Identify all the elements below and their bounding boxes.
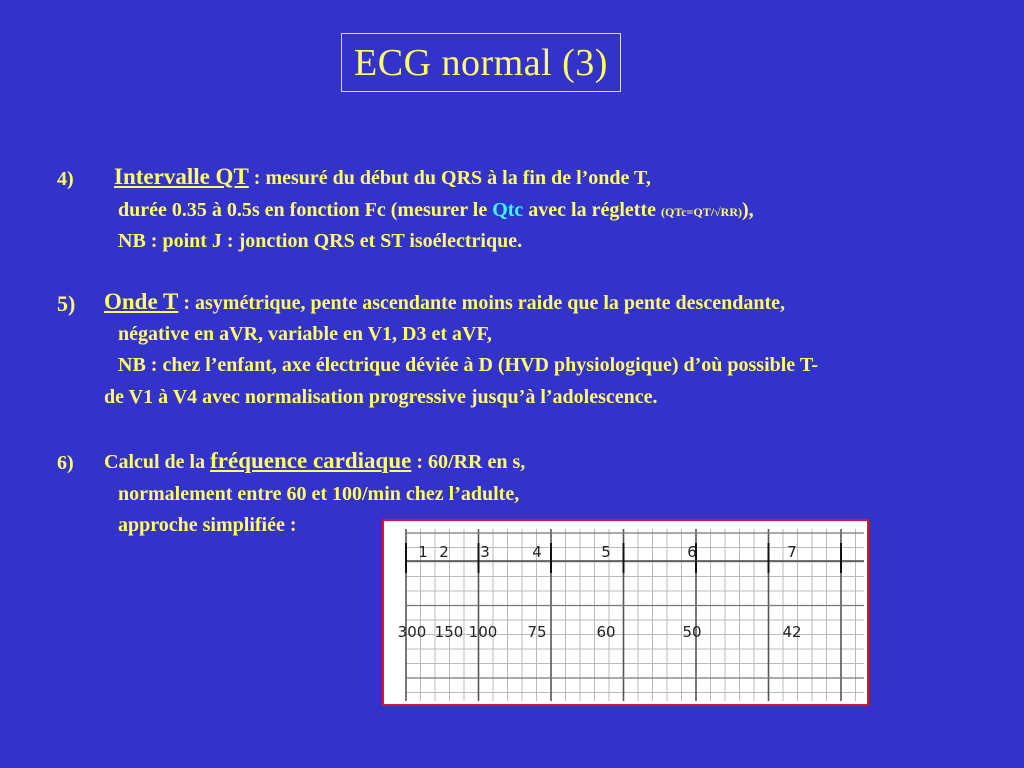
item6-line1-text: : 60/RR en s, xyxy=(411,451,526,473)
heart-rate-label: 50 xyxy=(682,623,702,641)
item4-line3: NB : point J : jonction QRS et ST isoélectrique. xyxy=(118,230,523,252)
item4-line1 xyxy=(114,164,651,190)
item4-line2-text-b: avec la réglette xyxy=(523,199,661,221)
heart-rate-label: 60 xyxy=(596,623,616,641)
item6-line1-text-a: Calcul de la xyxy=(104,451,211,473)
ruler-number: 1 xyxy=(418,543,428,561)
ecg-grid-drawing xyxy=(384,521,867,704)
item4-line2-text-a: durée 0.35 à 0.5s en fonction Fc (mesurer le xyxy=(118,199,493,221)
item5-line1-text: : asymétrique, pente ascendante moins raide que la pente descendante, xyxy=(178,292,785,314)
heart-rate-label: 300 xyxy=(397,623,427,641)
item4-line2 xyxy=(118,199,754,222)
item4-number: 4) xyxy=(57,168,74,190)
item4-line2-end: ), xyxy=(741,199,754,221)
item5-number: 5) xyxy=(57,291,76,316)
item5-line4: de V1 à V4 avec normalisation progressive jusqu’à l’adolescence. xyxy=(104,386,658,408)
ruler-number: 5 xyxy=(601,543,611,561)
item4-term: Intervalle QT xyxy=(114,164,249,189)
title-box xyxy=(341,33,621,92)
item5-line2: négative en aVR, variable en V1, D3 et aVF, xyxy=(118,323,492,345)
item4-line1-text: : mesuré du début du QRS à la fin de l’onde T, xyxy=(248,167,651,189)
ruler-number: 3 xyxy=(480,543,490,561)
heart-rate-label: 150 xyxy=(434,623,464,641)
heart-rate-label: 42 xyxy=(782,623,802,641)
item6-term: fréquence cardiaque xyxy=(210,448,412,473)
item4-qtc: Qtc xyxy=(492,199,524,221)
slide-title: ECG normal (3) xyxy=(354,41,608,84)
item6-line3: approche simplifiée : xyxy=(118,514,297,536)
ruler-number: 6 xyxy=(687,543,697,561)
item6-line1 xyxy=(104,448,525,474)
ruler-number: 7 xyxy=(787,543,797,561)
ruler-number: 4 xyxy=(532,543,542,561)
heart-rate-label: 75 xyxy=(527,623,547,641)
ecg-ruler-figure xyxy=(382,519,869,706)
heart-rate-label: 100 xyxy=(468,623,498,641)
item5-line1 xyxy=(104,289,785,315)
item5-term: Onde T xyxy=(104,289,179,314)
ruler-number: 2 xyxy=(439,543,449,561)
item5-line3: NB : chez l’enfant, axe électrique déviée à D (HVD physiologique) d’où possible T- xyxy=(118,354,818,376)
item4-formula: (QTc=QT/√RR) xyxy=(661,205,742,219)
item6-line2: normalement entre 60 et 100/min chez l’adulte, xyxy=(118,483,520,505)
item6-number: 6) xyxy=(57,452,74,474)
